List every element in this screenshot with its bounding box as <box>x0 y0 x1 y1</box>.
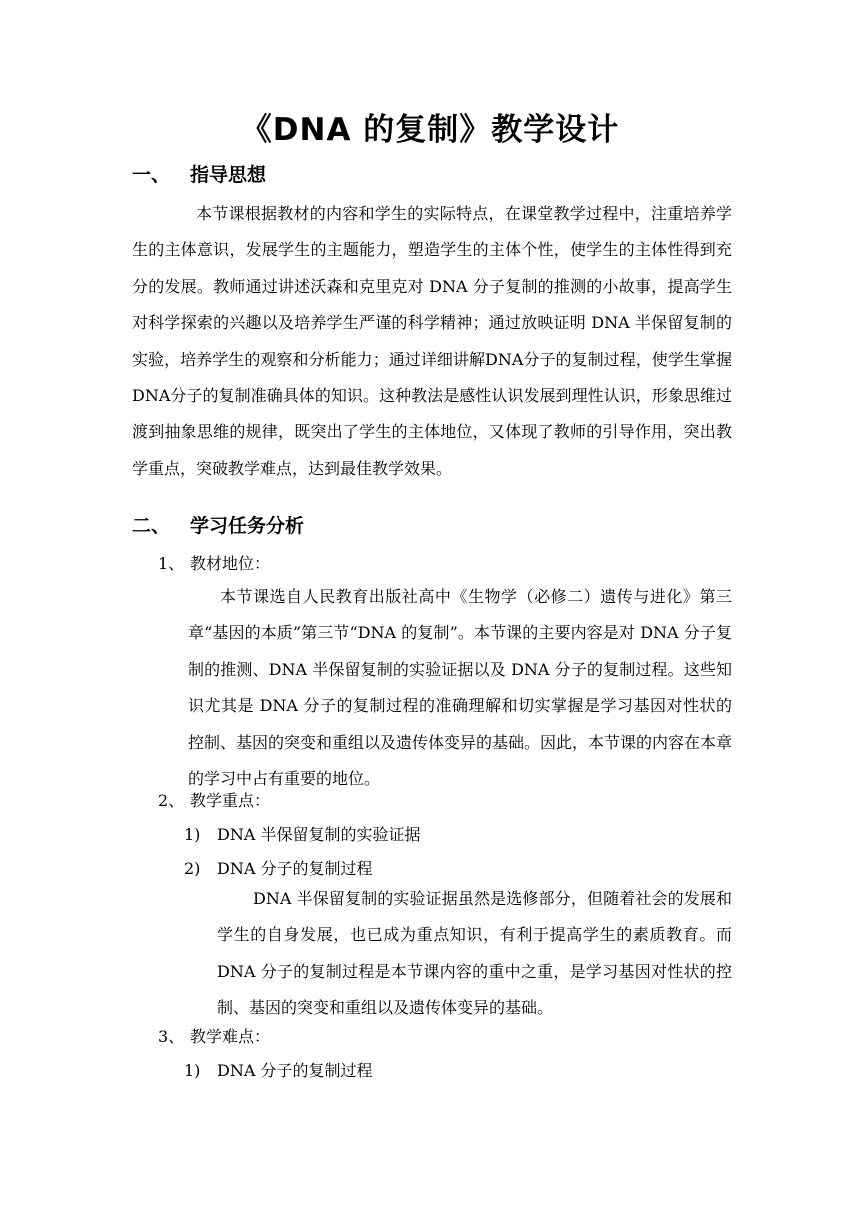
guiding-thought-paragraph: 本节课根据教材的内容和学生的实际特点，在课堂教学过程中，注重培养学生的主体意识，发展学生的主题能力，塑造学生的主体个性，使学生的主体性得到充分的发展。教师通过讲述沃森和克里克对 DNA 分子复制的推测的小故事，提高学生对科学探索的兴趣以及培养学生严谨的科学精神；通过放映证明 DNA 半保留复制的实验，培养学生的观察和分析能力；通过详细讲解DNA分子的复制过程，使学生掌握DNA分子的复制准确具体的知识。这种教法是感性认识发展到理性认识，形象思维过渡到抽象思维的规律，既突出了学生的主体地位，又体现了教师的引导作用，突出教学重点，突破教学难点，达到最佳教学效果。 <box>132 204 732 478</box>
section-number: 二、 <box>132 515 171 537</box>
section-title: 学习任务分析 <box>190 515 305 537</box>
subsection-heading-textbook-position <box>158 551 270 574</box>
section-number: 一、 <box>132 164 171 186</box>
section-title: 指导思想 <box>190 164 267 186</box>
key-points-paragraph: DNA 半保留复制的实验证据虽然是选修部分，但随着社会的发展和学生的自身发展，也已成为重点知识，有利于提高学生的素质教育。而 DNA 分子的复制过程是本节课内容的重中之重，是学习基因对性状的控制、基因的突变和重组以及遗传体变异的基础。 <box>217 889 732 1018</box>
subsection-title: 教学重点： <box>190 791 271 810</box>
item-text: DNA 分子的复制过程 <box>217 1061 373 1080</box>
difficulty-item <box>184 1058 372 1081</box>
item-text: DNA 半保留复制的实验证据 <box>217 825 421 844</box>
section-heading-task-analysis <box>132 511 304 538</box>
item-text: DNA 分子的复制过程 <box>217 859 373 878</box>
subsection-number: 1、 <box>158 554 185 573</box>
key-point-item <box>184 856 372 879</box>
subsection-number: 2、 <box>158 791 185 810</box>
subsection-title: 教学难点： <box>190 1027 271 1046</box>
subsection-heading-key-points <box>158 788 270 811</box>
subsection-title: 教材地位： <box>190 554 271 573</box>
item-number: 1) <box>184 1061 201 1080</box>
subsection-heading-difficulties <box>158 1024 270 1047</box>
subsection-number: 3、 <box>158 1027 185 1046</box>
document-title: 《DNA 的复制》教学设计 <box>240 112 620 148</box>
textbook-position-paragraph: 本节课选自人民教育出版社高中《生物学（必修二）遗传与进化》第三章“基因的本质”第三节“DNA 的复制”。本节课的主要内容是对 DNA 分子复制的推测、DNA 半保留复制的实验证据以及 DNA 分子的复制过程。这些知识尤其是 DNA 分子的复制过程的准确理解和切实掌握是学习基因对性状的控制、基因的突变和重组以及遗传体变异的基础。因此，本节课的内容在本章的学习中占有重要的地位。 <box>188 587 733 789</box>
section-heading-guiding-thought <box>132 160 266 187</box>
item-number: 1) <box>184 825 201 844</box>
item-number: 2) <box>184 859 201 878</box>
key-point-item <box>184 822 420 845</box>
